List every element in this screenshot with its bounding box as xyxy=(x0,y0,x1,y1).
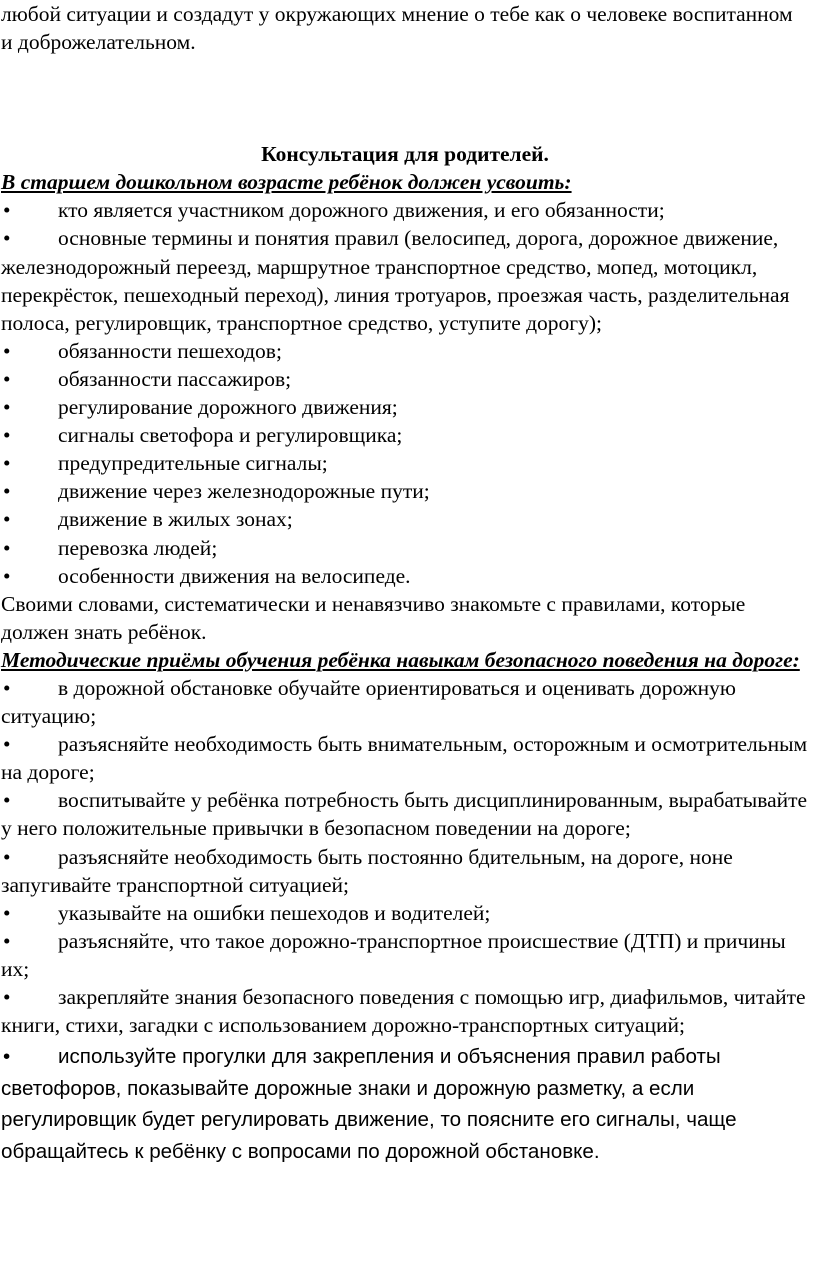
list-item xyxy=(1,562,809,590)
list-item-text: разъясняйте необходимость быть постоянно бдительным, на дороге, ноне запугивайте транспортной ситуацией; xyxy=(1,844,733,897)
list-item-text: используйте прогулки для закрепления и объяснения правил работы светофоров, показывайте дорожные знаки и дорожную разметку, а если регулировщик будет регулировать движение, то поясните его сигналы, чаще обращайтесь к ребёнку с вопросами по дорожной обстановке. xyxy=(1,1045,737,1163)
list-item-text: разъясняйте, что такое дорожно-транспортное происшествие (ДТП) и причины их; xyxy=(1,928,786,981)
list-item-text: регулирование дорожного движения; xyxy=(58,395,398,420)
list-item xyxy=(1,421,809,449)
list-item xyxy=(1,534,809,562)
bullet-icon: • xyxy=(3,675,11,700)
list-item xyxy=(1,477,809,505)
list-item xyxy=(1,449,809,477)
bullet-icon: • xyxy=(3,366,11,391)
bullet-icon: • xyxy=(3,451,11,476)
list-item xyxy=(1,393,809,421)
list-item-text: разъясняйте необходимость быть внимательным, осторожным и осмотрительным на дороге; xyxy=(1,732,808,785)
closing-paragraph: Своими словами, систематически и ненавязчиво знакомьте с правилами, которые должен знать ребёнок. xyxy=(1,591,746,644)
list-item xyxy=(1,505,809,533)
list-item-text: указывайте на ошибки пешеходов и водителей; xyxy=(58,900,491,925)
list-item-text: закрепляйте знания безопасного поведения с помощью игр, диафильмов, читайте книги, стихи, загадки с использованием дорожно-транспортных ситуаций; xyxy=(1,985,806,1038)
list-item-text: основные термины и понятия правил (велосипед, дорога, дорожное движение, железнодорожный переезд, маршрутное транспортное средство, мопед, мотоцикл, перекрёсток, пешеходный переход), линия тротуаров, проезжая часть, разделительная полоса, регулировщик, транспортное средство, уступите дорогу); xyxy=(1,226,790,335)
list-item xyxy=(1,674,809,730)
bullet-icon: • xyxy=(3,928,11,953)
list-item-text: кто является участником дорожного движения, и его обязанности; xyxy=(58,198,665,223)
list-item xyxy=(1,843,809,899)
intro-paragraph: любой ситуации и создадут у окружающих мнение о тебе как о человеке воспитанном и доброжелательном. xyxy=(1,2,793,55)
list-item-text: перевозка людей; xyxy=(58,535,218,560)
list-item xyxy=(1,786,809,842)
section-heading-skills: В старшем дошкольном возрасте ребёнок должен усвоить: xyxy=(1,170,572,195)
skills-list xyxy=(1,196,809,589)
bullet-icon: • xyxy=(3,788,11,813)
bullet-icon: • xyxy=(3,732,11,757)
list-item-text: предупредительные сигналы; xyxy=(58,451,328,476)
document-title: Консультация для родителей. xyxy=(261,142,549,167)
bullet-icon: • xyxy=(3,1045,11,1069)
list-item xyxy=(1,1041,809,1167)
list-item xyxy=(1,196,809,224)
list-item-text: особенности движения на велосипеде. xyxy=(58,563,411,588)
section-heading-methods: Методические приёмы обучения ребёнка навыкам безопасного поведения на дороге: xyxy=(1,647,800,672)
bullet-icon: • xyxy=(3,900,11,925)
methods-list xyxy=(1,674,809,1167)
bullet-icon: • xyxy=(3,338,11,363)
list-item-text: сигналы светофора и регулировщика; xyxy=(58,423,403,448)
bullet-icon: • xyxy=(3,985,11,1009)
bullet-icon: • xyxy=(3,226,11,251)
list-item xyxy=(1,899,809,927)
list-item-text: движение через железнодорожные пути; xyxy=(58,479,430,504)
list-item xyxy=(1,927,809,983)
bullet-icon: • xyxy=(3,535,11,560)
list-item-text: обязанности пассажиров; xyxy=(58,366,292,391)
bullet-icon: • xyxy=(3,198,11,223)
bullet-icon: • xyxy=(3,423,11,448)
bullet-icon: • xyxy=(3,479,11,504)
list-item-text: воспитывайте у ребёнка потребность быть дисциплинированным, вырабатывайте у него положительные привычки в безопасном поведении на дороге; xyxy=(1,788,808,841)
list-item xyxy=(1,983,809,1039)
bullet-icon: • xyxy=(3,395,11,420)
list-item-text: в дорожной обстановке обучайте ориентироваться и оценивать дорожную ситуацию; xyxy=(1,675,736,729)
list-item xyxy=(1,337,809,365)
bullet-icon: • xyxy=(3,507,11,532)
bullet-icon: • xyxy=(3,844,11,869)
list-item xyxy=(1,365,809,393)
list-item xyxy=(1,224,809,336)
list-item-text: обязанности пешеходов; xyxy=(58,338,282,363)
list-item-text: движение в жилых зонах; xyxy=(58,507,293,532)
list-item xyxy=(1,730,809,786)
bullet-icon: • xyxy=(3,563,11,588)
